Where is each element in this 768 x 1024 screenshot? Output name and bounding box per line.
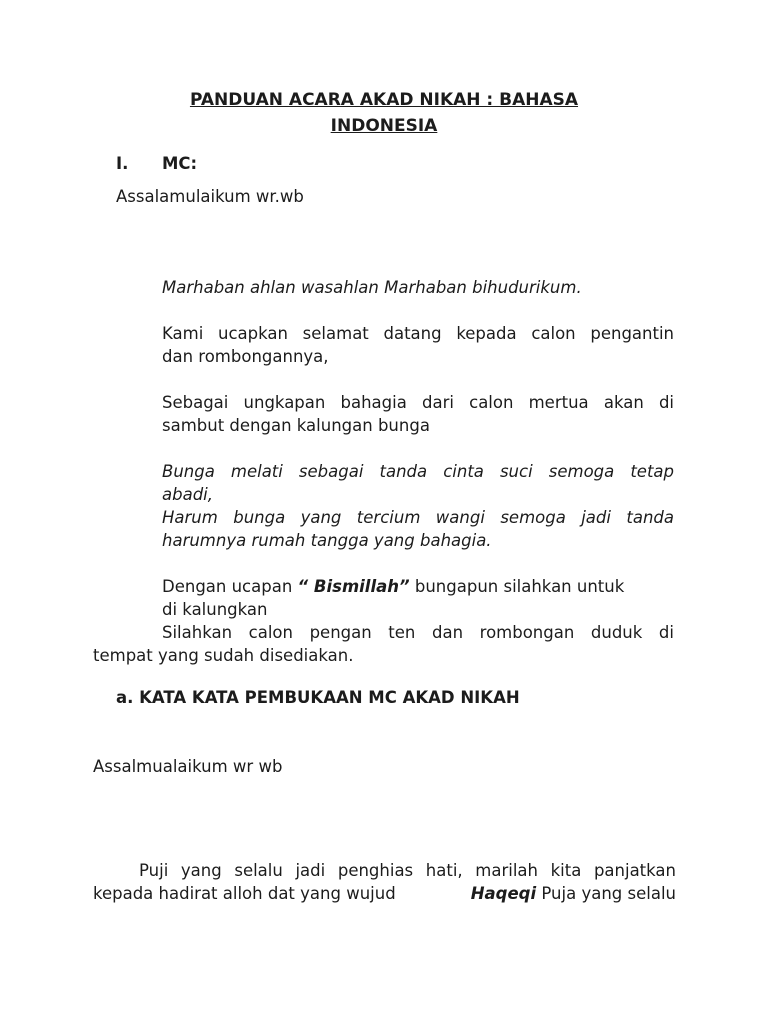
bismillah-suffix: bungapun silahkan untuk <box>409 577 625 596</box>
document-title-line-2: INDONESIA <box>330 116 438 136</box>
subsection-heading: a. KATA KATA PEMBUKAAN MC AKAD NIKAH <box>116 688 520 707</box>
paragraph-line: abadi, <box>162 485 213 504</box>
haqeqi-suffix: Puja yang selalu <box>536 884 676 903</box>
bismillah-emphasis: “ Bismillah” <box>297 577 410 596</box>
bismillah-line <box>162 575 674 598</box>
paragraph-line: harumnya rumah tangga yang bahagia. <box>162 531 492 550</box>
bismillah-prefix: Dengan ucapan <box>162 577 298 596</box>
document-title-line-1: PANDUAN ACARA AKAD NIKAH : BAHASA <box>189 90 579 110</box>
haqeqi-emphasis: Haqeqi <box>470 884 537 903</box>
paragraph-line: tempat yang sudah disediakan. <box>93 646 354 665</box>
haqeqi-line-right <box>93 882 676 905</box>
paragraph-line: Puji yang selalu jadi penghias hati, marilah kita panjatkan <box>139 861 676 880</box>
section-heading: MC: <box>162 154 198 173</box>
paragraph-line: Harum bunga yang tercium wangi semoga jadi tanda <box>162 508 674 527</box>
paragraph-line: Bunga melati sebagai tanda cinta suci semoga tetap <box>162 462 674 481</box>
section-number: I. <box>116 154 129 173</box>
paragraph-line: Kami ucapkan selamat datang kepada calon pengantin <box>162 324 674 343</box>
greeting-text: Assalmualaikum wr wb <box>93 757 283 776</box>
paragraph-line: di kalungkan <box>162 600 268 619</box>
paragraph-line: Silahkan calon pengan ten dan rombongan duduk di <box>162 623 674 642</box>
greeting-text: Assalamulaikum wr.wb <box>116 187 304 206</box>
paragraph-line: dan rombongannya, <box>162 347 329 366</box>
paragraph-line: sambut dengan kalungan bunga <box>162 416 430 435</box>
welcome-text: Marhaban ahlan wasahlan Marhaban bihudurikum. <box>162 278 582 297</box>
haqeqi-prefix: kepada hadirat alloh dat yang wujud <box>93 884 396 903</box>
paragraph-line: Sebagai ungkapan bahagia dari calon mertua akan di <box>162 393 674 412</box>
